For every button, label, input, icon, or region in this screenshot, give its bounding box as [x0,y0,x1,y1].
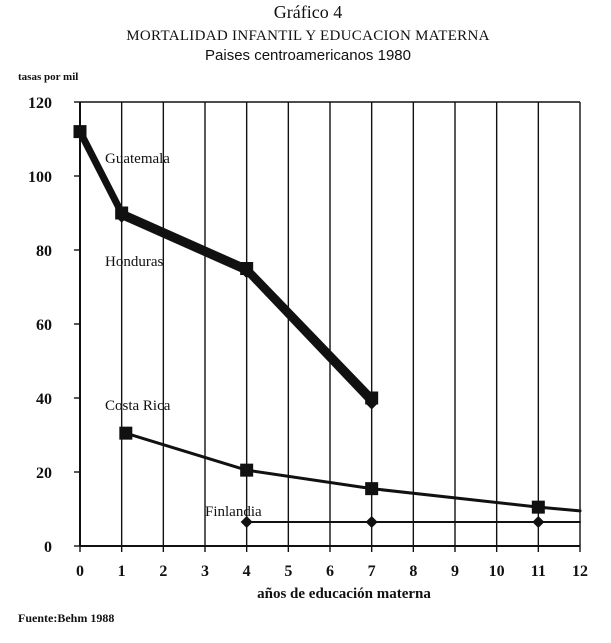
point-costa-rica-0 [120,427,132,439]
series-label-costa-rica: Costa Rica [105,398,171,414]
series-line-costa-rica [126,433,580,511]
series-label-guatemala: Guatemala [105,151,170,167]
y-tick-label-20: 20 [36,465,52,482]
point-costa-rica-1 [241,464,253,476]
series-group [74,126,580,528]
x-axis-label: años de educación materna [257,586,431,602]
y-tick-label-100: 100 [28,169,52,186]
x-tick-label-10: 10 [488,563,505,580]
grid [122,102,580,546]
point-finlandia-2 [532,516,544,528]
series-label-finlandia: Finlandia [205,504,262,520]
point-costa-rica-3 [532,501,544,513]
x-tick-label-2: 2 [159,563,168,580]
x-tick-label-4: 4 [242,563,251,580]
y-tick-label-80: 80 [36,243,52,260]
point-finlandia-1 [366,516,378,528]
x-tick-label-0: 0 [76,563,84,580]
series-label-honduras: Honduras [105,254,164,270]
y-axis-label: tasas por mil [18,71,79,83]
y-tick-label-60: 60 [36,317,52,334]
x-tick-label-11: 11 [530,563,546,580]
chart-title: Gráfico 4 [273,2,343,22]
x-tick-label-7: 7 [367,563,376,580]
chart-subtitle2: Paises centroamericanos 1980 [205,47,411,64]
x-tick-label-6: 6 [326,563,334,580]
source-note: Fuente:Behm 1988 [18,611,115,625]
x-tick-label-3: 3 [201,563,209,580]
chart-subtitle: MORTALIDAD INFANTIL Y EDUCACION MATERNA [126,28,490,44]
x-tick-label-8: 8 [409,563,418,580]
series-labels [105,151,262,520]
y-tick-label-120: 120 [28,95,52,112]
x-tick-label-9: 9 [451,563,459,580]
x-tick-label-5: 5 [284,563,293,580]
y-tick-label-0: 0 [44,539,52,556]
x-tick-label-12: 12 [572,563,588,580]
point-costa-rica-2 [366,483,378,495]
y-tick-label-40: 40 [36,391,52,408]
point-guatemala-0 [74,126,86,138]
x-tick-label-1: 1 [117,563,126,580]
